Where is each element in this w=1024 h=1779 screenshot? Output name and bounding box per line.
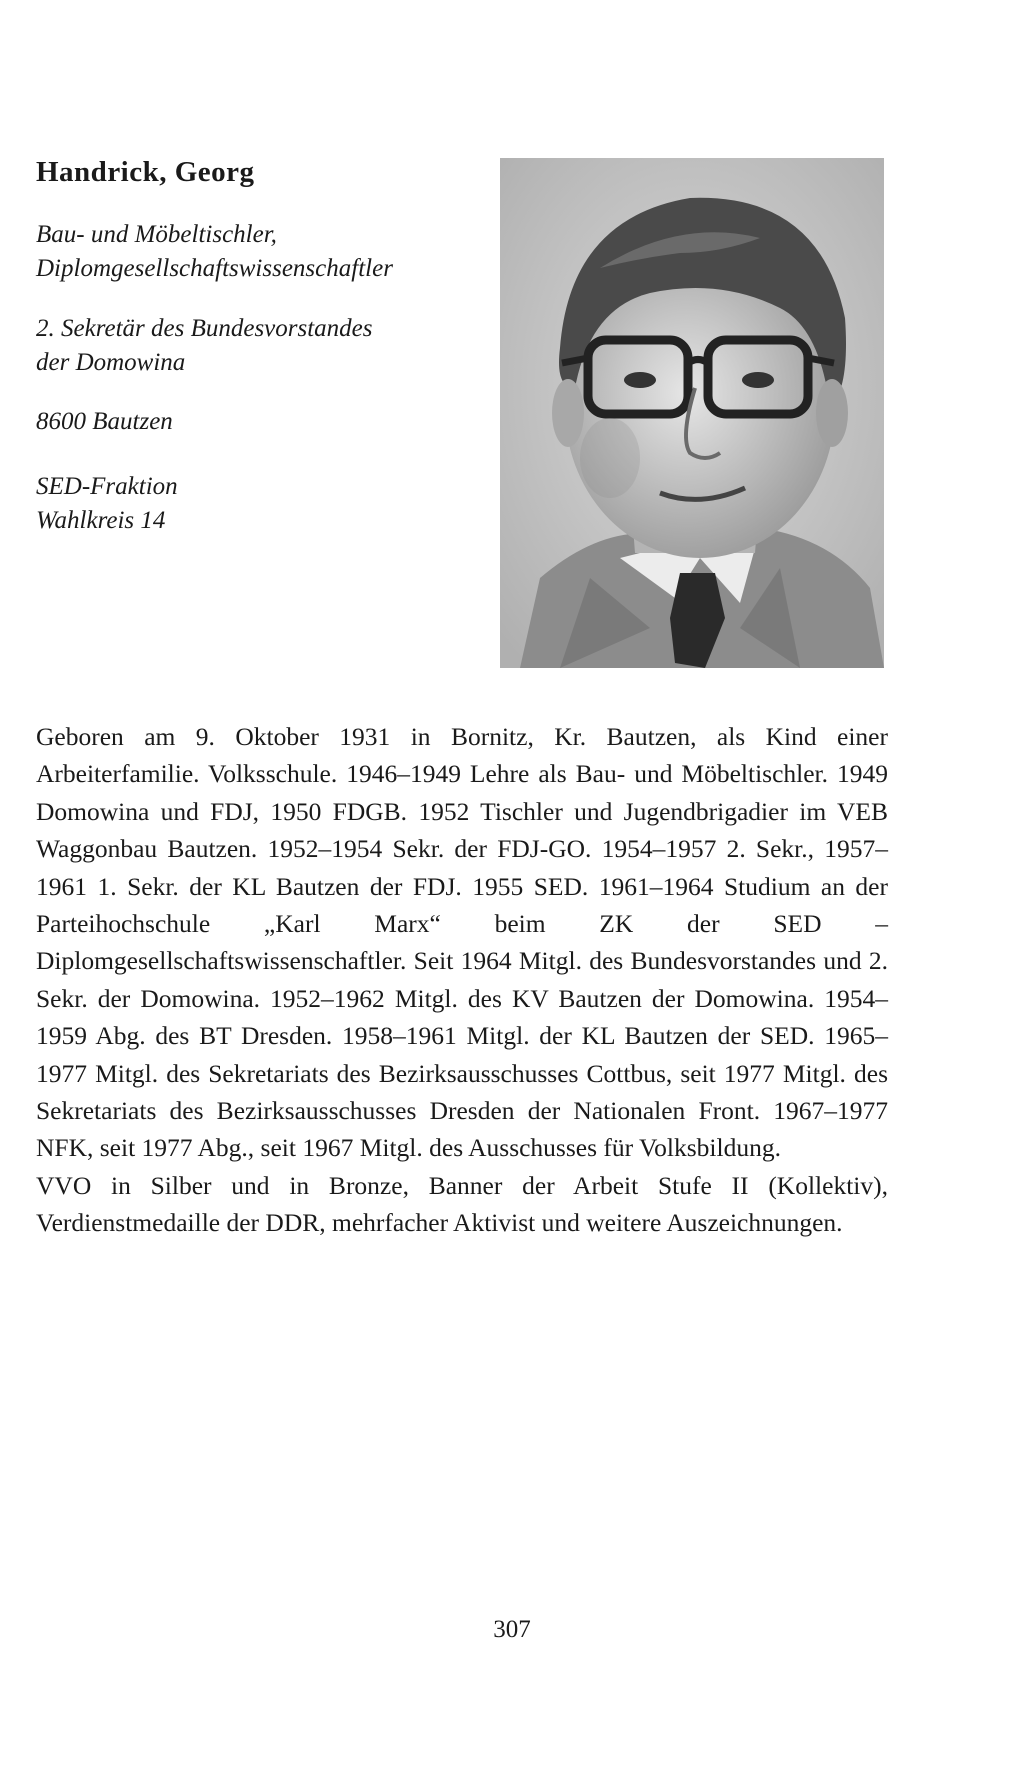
- portrait-photo: [500, 158, 884, 668]
- biography-paragraph-2: VVO in Silber und in Bronze, Banner der Arbeit Stufe II (Kollektiv), Verdienstmedaille der DDR, mehrfacher Aktivist und weitere Auszeichnungen.: [36, 1170, 888, 1238]
- page-number: 307: [493, 1616, 531, 1643]
- portrait-image: [500, 158, 884, 668]
- biography: [36, 718, 888, 1242]
- faction-block: [36, 470, 456, 538]
- profession-line-2: Diplomgesellschaftswissenschaftler: [36, 255, 393, 282]
- biography-paragraph-1: Geboren am 9. Oktober 1931 in Bornitz, Kr. Bautzen, als Kind einer Arbeiterfamilie. Volksschule. 1946–1949 Lehre als Bau- und Möbeltischler. 1949 Domowina und FDJ, 1950 FDGB. 1952 Tischler und Jugendbrigadier im VEB Waggonbau Bautzen. 1952–1954 Sekr. der FDJ-GO. 1954–1957 2. Sekr., 1957–1961 1. Sekr. der KL Bautzen der FDJ. 1955 SED. 1961–1964 Studium an der Parteihochschule „Karl Marx“ beim ZK der SED – Diplomgesellschaftswissenschaftler. Seit 1964 Mitgl. des Bundesvorstandes und 2. Sekr. der Domowina. 1952–1962 Mitgl. des KV Bautzen der Domowina. 1954–1959 Abg. des BT Dresden. 1958–1961 Mitgl. der KL Bautzen der SED. 1965–1977 Mitgl. des Sekretariats des Bezirksausschusses Cottbus, seit 1977 Mitgl. des Sekretariats des Bezirksausschusses Dresden der Nationalen Front. 1967–1977 NFK, seit 1977 Abg., seit 1967 Mitgl. des Ausschusses für Volksbildung.: [36, 722, 888, 1163]
- profession: [36, 218, 456, 286]
- position: [36, 312, 456, 380]
- person-name: Handrick, Georg: [36, 156, 255, 188]
- faction: SED-Fraktion: [36, 473, 178, 500]
- location: 8600 Bautzen: [36, 408, 173, 435]
- position-line-1: 2. Sekretär des Bundesvorstandes: [36, 315, 373, 342]
- constituency: Wahlkreis 14: [36, 507, 166, 534]
- position-line-2: der Domowina: [36, 349, 186, 376]
- profession-line-1: Bau- und Möbeltischler,: [36, 221, 277, 248]
